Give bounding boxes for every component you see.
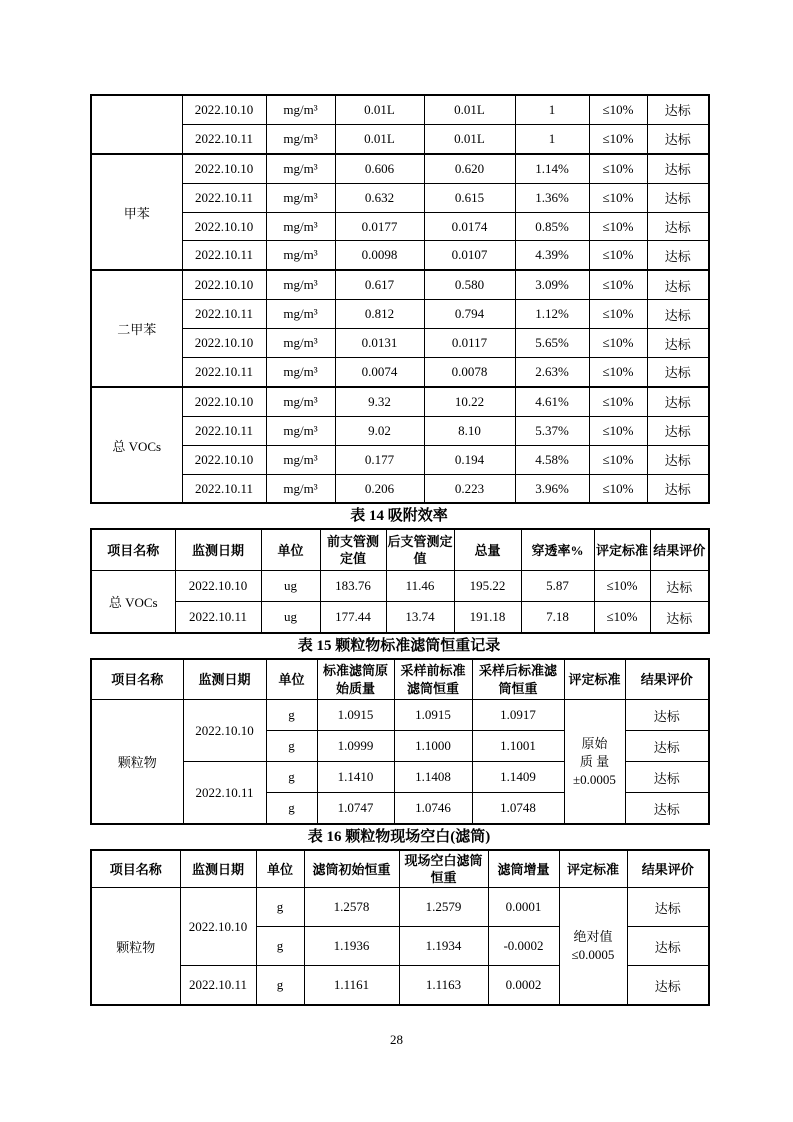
result-cell: 达标 (647, 416, 709, 445)
header-cell: 滤筒增量 (488, 850, 559, 888)
table-row (91, 270, 709, 299)
value-cell: 0.0131 (335, 329, 424, 358)
table-15-filter-constant-weight (90, 658, 710, 825)
header-cell: 后支管测定值 (386, 529, 454, 571)
standard-line: 原始 (581, 735, 608, 751)
percent-cell: 0.85% (515, 212, 589, 241)
result-cell: 达标 (647, 241, 709, 270)
value-cell: 0.194 (424, 445, 515, 474)
unit-cell: mg/m³ (266, 300, 335, 329)
page-number: 28 (390, 1032, 403, 1047)
result-cell: 达标 (647, 183, 709, 212)
result-cell: 达标 (647, 358, 709, 387)
header-cell: 滤筒初始恒重 (304, 850, 399, 888)
result-cell: 达标 (647, 95, 709, 124)
header-cell: 项目名称 (91, 850, 180, 888)
table-14-title: 表 14 吸附效率 (350, 508, 448, 525)
result-cell: 达标 (647, 445, 709, 474)
value-cell: 0.617 (335, 270, 424, 299)
value-cell: 0.0117 (424, 329, 515, 358)
result-cell: 达标 (647, 329, 709, 358)
standard-cell: ≤10% (589, 212, 647, 241)
value-cell: 177.44 (320, 602, 386, 634)
unit-cell: g (266, 731, 317, 762)
percent-cell: 1.12% (515, 300, 589, 329)
header-cell: 采样前标准滤筒恒重 (394, 659, 472, 700)
percent-cell: 1 (515, 124, 589, 153)
value-cell: 10.22 (424, 387, 515, 416)
unit-cell: g (256, 927, 304, 966)
value-cell: 1.1410 (317, 762, 394, 793)
header-row (91, 529, 709, 571)
percent-cell: 4.39% (515, 241, 589, 270)
date-cell: 2022.10.11 (183, 762, 266, 825)
date-cell: 2022.10.11 (182, 358, 266, 387)
table-row (91, 154, 709, 183)
unit-cell: mg/m³ (266, 474, 335, 503)
value-cell: -0.0002 (488, 927, 559, 966)
date-cell: 2022.10.11 (182, 474, 266, 503)
table-row (91, 183, 709, 212)
value-cell: 183.76 (320, 571, 386, 602)
project-cell: 二甲苯 (91, 270, 182, 387)
value-cell: 0.0001 (488, 888, 559, 927)
header-row (91, 850, 709, 888)
table-row (91, 329, 709, 358)
table-row (91, 212, 709, 241)
table-row (91, 700, 709, 731)
unit-cell: mg/m³ (266, 329, 335, 358)
date-cell: 2022.10.10 (182, 387, 266, 416)
table-row (91, 445, 709, 474)
header-cell: 结果评价 (650, 529, 709, 571)
percent-cell: 1.36% (515, 183, 589, 212)
table-row (91, 124, 709, 153)
header-cell: 评定标准 (564, 659, 625, 700)
date-cell: 2022.10.10 (183, 700, 266, 762)
percent-cell: 7.18 (521, 602, 594, 634)
value-cell: 0.632 (335, 183, 424, 212)
project-cell: 总 VOCs (91, 571, 175, 634)
result-cell: 达标 (625, 731, 709, 762)
value-cell: 1.1001 (472, 731, 564, 762)
header-cell: 单位 (261, 529, 320, 571)
unit-cell: ug (261, 602, 320, 634)
date-cell: 2022.10.10 (182, 154, 266, 183)
table-row (91, 387, 709, 416)
date-cell: 2022.10.10 (182, 445, 266, 474)
date-cell: 2022.10.11 (182, 300, 266, 329)
date-cell: 2022.10.10 (182, 95, 266, 124)
standard-cell (564, 700, 625, 825)
value-cell: 0.615 (424, 183, 515, 212)
percent-cell: 5.37% (515, 416, 589, 445)
unit-cell: g (266, 762, 317, 793)
value-cell: 0.01L (335, 124, 424, 153)
unit-cell: mg/m³ (266, 270, 335, 299)
unit-cell: g (256, 966, 304, 1006)
value-cell: 0.794 (424, 300, 515, 329)
table-row (91, 358, 709, 387)
value-cell: 0.0078 (424, 358, 515, 387)
table-row (91, 474, 709, 503)
value-cell: 0.01L (335, 95, 424, 124)
value-cell: 9.32 (335, 387, 424, 416)
value-cell: 0.0177 (335, 212, 424, 241)
date-cell: 2022.10.11 (182, 183, 266, 212)
result-cell: 达标 (627, 888, 709, 927)
value-cell: 0.0098 (335, 241, 424, 270)
percent-cell: 3.09% (515, 270, 589, 299)
date-cell: 2022.10.11 (175, 602, 261, 634)
standard-line: 质 量 (579, 753, 610, 769)
result-cell: 达标 (625, 762, 709, 793)
project-cell: 颗粒物 (91, 700, 183, 825)
project-cell (91, 95, 182, 154)
standard-line: ≤0.0005 (571, 947, 615, 963)
standard-cell: ≤10% (589, 387, 647, 416)
standard-line: ±0.0005 (573, 771, 616, 787)
standard-line: 绝对值 (573, 929, 613, 945)
standard-cell: ≤10% (589, 241, 647, 270)
value-cell: 9.02 (335, 416, 424, 445)
voc-results-table-continued (90, 94, 710, 504)
date-cell: 2022.10.10 (182, 212, 266, 241)
header-cell: 结果评价 (627, 850, 709, 888)
table-16-title: 表 16 颗粒物现场空白(滤筒) (307, 829, 491, 846)
value-cell: 0.620 (424, 154, 515, 183)
header-cell: 前支管测定值 (320, 529, 386, 571)
value-cell: 1.2578 (304, 888, 399, 927)
header-cell: 采样后标准滤筒恒重 (472, 659, 564, 700)
value-cell: 0.206 (335, 474, 424, 503)
table-row (91, 300, 709, 329)
value-cell: 1.0748 (472, 793, 564, 825)
result-cell: 达标 (647, 154, 709, 183)
value-cell: 13.74 (386, 602, 454, 634)
date-cell: 2022.10.11 (182, 124, 266, 153)
header-cell: 监测日期 (183, 659, 266, 700)
percent-cell: 3.96% (515, 474, 589, 503)
percent-cell: 5.65% (515, 329, 589, 358)
header-cell: 项目名称 (91, 529, 175, 571)
table-14-adsorption-efficiency (90, 528, 710, 634)
result-cell: 达标 (647, 124, 709, 153)
table-row (91, 241, 709, 270)
value-cell: 0.0107 (424, 241, 515, 270)
table-16-field-blank (90, 849, 710, 1006)
value-cell: 0.177 (335, 445, 424, 474)
unit-cell: mg/m³ (266, 387, 335, 416)
result-cell: 达标 (625, 700, 709, 731)
result-cell: 达标 (647, 212, 709, 241)
project-cell: 甲苯 (91, 154, 182, 271)
header-cell: 监测日期 (180, 850, 256, 888)
percent-cell: 4.61% (515, 387, 589, 416)
unit-cell: mg/m³ (266, 358, 335, 387)
header-cell: 评定标准 (559, 850, 627, 888)
unit-cell: ug (261, 571, 320, 602)
date-cell: 2022.10.11 (182, 241, 266, 270)
unit-cell: mg/m³ (266, 183, 335, 212)
unit-cell: mg/m³ (266, 241, 335, 270)
value-cell: 1.1934 (399, 927, 488, 966)
percent-cell: 2.63% (515, 358, 589, 387)
value-cell: 0.01L (424, 124, 515, 153)
standard-cell: ≤10% (589, 474, 647, 503)
standard-cell: ≤10% (589, 270, 647, 299)
result-cell: 达标 (647, 270, 709, 299)
result-cell: 达标 (650, 571, 709, 602)
result-cell: 达标 (627, 966, 709, 1006)
value-cell: 191.18 (454, 602, 521, 634)
standard-cell: ≤10% (589, 154, 647, 183)
table-row (91, 571, 709, 602)
result-cell: 达标 (647, 387, 709, 416)
value-cell: 0.01L (424, 95, 515, 124)
header-row (91, 659, 709, 700)
unit-cell: mg/m³ (266, 95, 335, 124)
result-cell: 达标 (650, 602, 709, 634)
percent-cell: 5.87 (521, 571, 594, 602)
project-cell: 总 VOCs (91, 387, 182, 504)
standard-cell: ≤10% (589, 95, 647, 124)
date-cell: 2022.10.10 (182, 270, 266, 299)
standard-cell: ≤10% (594, 571, 650, 602)
table-row (91, 95, 709, 124)
date-cell: 2022.10.11 (182, 416, 266, 445)
standard-cell: ≤10% (589, 300, 647, 329)
value-cell: 1.1936 (304, 927, 399, 966)
standard-cell: ≤10% (589, 183, 647, 212)
standard-cell: ≤10% (589, 445, 647, 474)
unit-cell: g (266, 700, 317, 731)
date-cell: 2022.10.10 (180, 888, 256, 966)
percent-cell: 4.58% (515, 445, 589, 474)
header-cell: 评定标准 (594, 529, 650, 571)
table-row (91, 888, 709, 927)
value-cell: 0.0002 (488, 966, 559, 1006)
header-cell: 监测日期 (175, 529, 261, 571)
percent-cell: 1 (515, 95, 589, 124)
unit-cell: g (266, 793, 317, 825)
unit-cell: mg/m³ (266, 445, 335, 474)
value-cell: 1.0915 (317, 700, 394, 731)
standard-cell: ≤10% (589, 416, 647, 445)
standard-cell: ≤10% (589, 358, 647, 387)
result-cell: 达标 (625, 793, 709, 825)
header-cell: 现场空白滤筒恒重 (399, 850, 488, 888)
standard-cell: ≤10% (589, 124, 647, 153)
header-cell: 总量 (454, 529, 521, 571)
value-cell: 0.812 (335, 300, 424, 329)
result-cell: 达标 (647, 300, 709, 329)
header-cell: 单位 (266, 659, 317, 700)
value-cell: 11.46 (386, 571, 454, 602)
date-cell: 2022.10.10 (182, 329, 266, 358)
value-cell: 1.0917 (472, 700, 564, 731)
unit-cell: mg/m³ (266, 154, 335, 183)
value-cell: 1.0999 (317, 731, 394, 762)
result-cell: 达标 (627, 927, 709, 966)
unit-cell: mg/m³ (266, 124, 335, 153)
header-cell: 标准滤筒原始质量 (317, 659, 394, 700)
value-cell: 1.1161 (304, 966, 399, 1006)
date-cell: 2022.10.11 (180, 966, 256, 1006)
value-cell: 0.606 (335, 154, 424, 183)
value-cell: 0.223 (424, 474, 515, 503)
value-cell: 1.1000 (394, 731, 472, 762)
value-cell: 1.0747 (317, 793, 394, 825)
standard-cell: ≤10% (594, 602, 650, 634)
header-cell: 单位 (256, 850, 304, 888)
date-cell: 2022.10.10 (175, 571, 261, 602)
value-cell: 0.0174 (424, 212, 515, 241)
result-cell: 达标 (647, 474, 709, 503)
header-cell: 穿透率% (521, 529, 594, 571)
table-15-title: 表 15 颗粒物标准滤筒恒重记录 (297, 638, 501, 655)
unit-cell: g (256, 888, 304, 927)
value-cell: 1.1163 (399, 966, 488, 1006)
table-row (91, 416, 709, 445)
value-cell: 8.10 (424, 416, 515, 445)
value-cell: 1.0915 (394, 700, 472, 731)
value-cell: 1.1408 (394, 762, 472, 793)
value-cell: 0.0074 (335, 358, 424, 387)
project-cell: 颗粒物 (91, 888, 180, 1006)
header-cell: 项目名称 (91, 659, 183, 700)
table-row (91, 602, 709, 634)
standard-cell (559, 888, 627, 1006)
value-cell: 1.1409 (472, 762, 564, 793)
value-cell: 1.2579 (399, 888, 488, 927)
header-cell: 结果评价 (625, 659, 709, 700)
unit-cell: mg/m³ (266, 416, 335, 445)
value-cell: 1.0746 (394, 793, 472, 825)
unit-cell: mg/m³ (266, 212, 335, 241)
value-cell: 0.580 (424, 270, 515, 299)
value-cell: 195.22 (454, 571, 521, 602)
standard-cell: ≤10% (589, 329, 647, 358)
percent-cell: 1.14% (515, 154, 589, 183)
page-content (90, 94, 708, 1006)
